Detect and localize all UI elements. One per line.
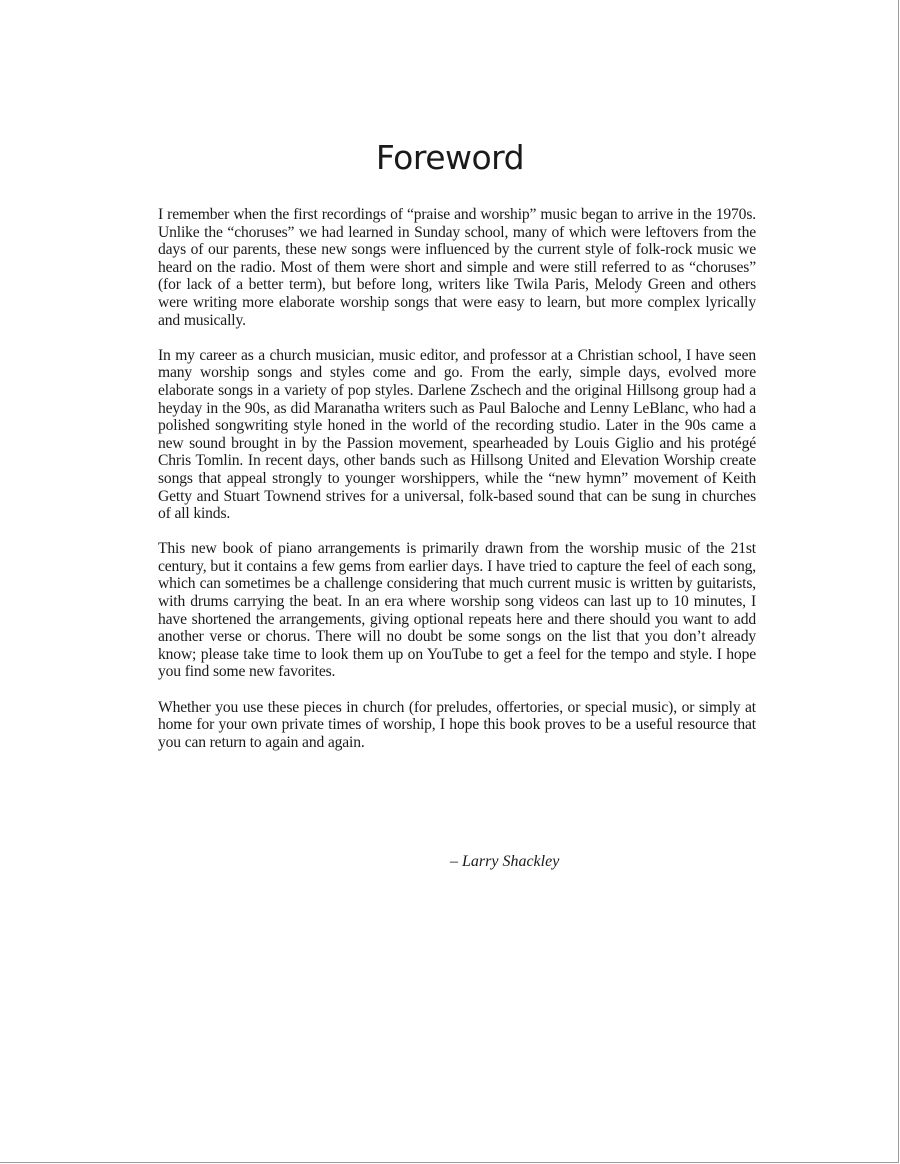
paragraph-2: In my career as a church musician, music editor, and professor at a Christian school, I have seen many worship songs and styles come and go. From the early, simple days, evolved more elaborate songs in a variety of pop styles. Darlene Zschech and the original Hillsong group had a heyday in the 90s, as did Maranatha writers such as Paul Baloche and Lenny LeBlanc, who had a polished songwriting style honed in the world of the recording studio. Later in the 90s came a new sound brought in by the Passion movement, spearheaded by Louis Giglio and his protégé Chris Tomlin. In recent days, other bands such as Hillsong United and Elevation Worship create songs that appeal strongly to younger worshippers, while the “new hymn” movement of Keith Getty and Stuart Townend strives for a universal, folk-based sound that can be sung in churches of all kinds. xyxy=(158,346,756,523)
author-signature: – Larry Shackley xyxy=(450,853,560,870)
foreword-body xyxy=(158,206,756,769)
paragraph-1: I remember when the first recordings of “praise and worship” music began to arrive in the 1970s. Unlike the “choruses” we had learned in Sunday school, many of which were leftovers from the days of our parents, these new songs were influenced by the current style of folk-rock music we heard on the radio. Most of them were short and simple and were still referred to as “choruses” (for lack of a better term), but before long, writers like Twila Paris, Melody Green and others were writing more elaborate worship songs that were easy to learn, but more complex lyrically and musically. xyxy=(158,206,756,329)
paragraph-3: This new book of piano arrangements is primarily drawn from the worship music of the 21st century, but it contains a few gems from earlier days. I have tried to capture the feel of each song, which can sometimes be a challenge considering that much current music is written by guitarists, with drums carrying the beat. In an era where worship song videos can last up to 10 minutes, I have shortened the arrangements, giving optional repeats here and there should you want to add another verse or chorus. There will no doubt be some songs on the list that you don’t already know; please take time to look them up on YouTube to get a feel for the tempo and style. I hope you find some new favorites. xyxy=(158,540,756,681)
page-title: Foreword xyxy=(375,138,525,177)
paragraph-4: Whether you use these pieces in church (for preludes, offertories, or special music), or simply at home for your own private times of worship, I hope this book proves to be a useful resource that you can return to again and again. xyxy=(158,698,756,751)
